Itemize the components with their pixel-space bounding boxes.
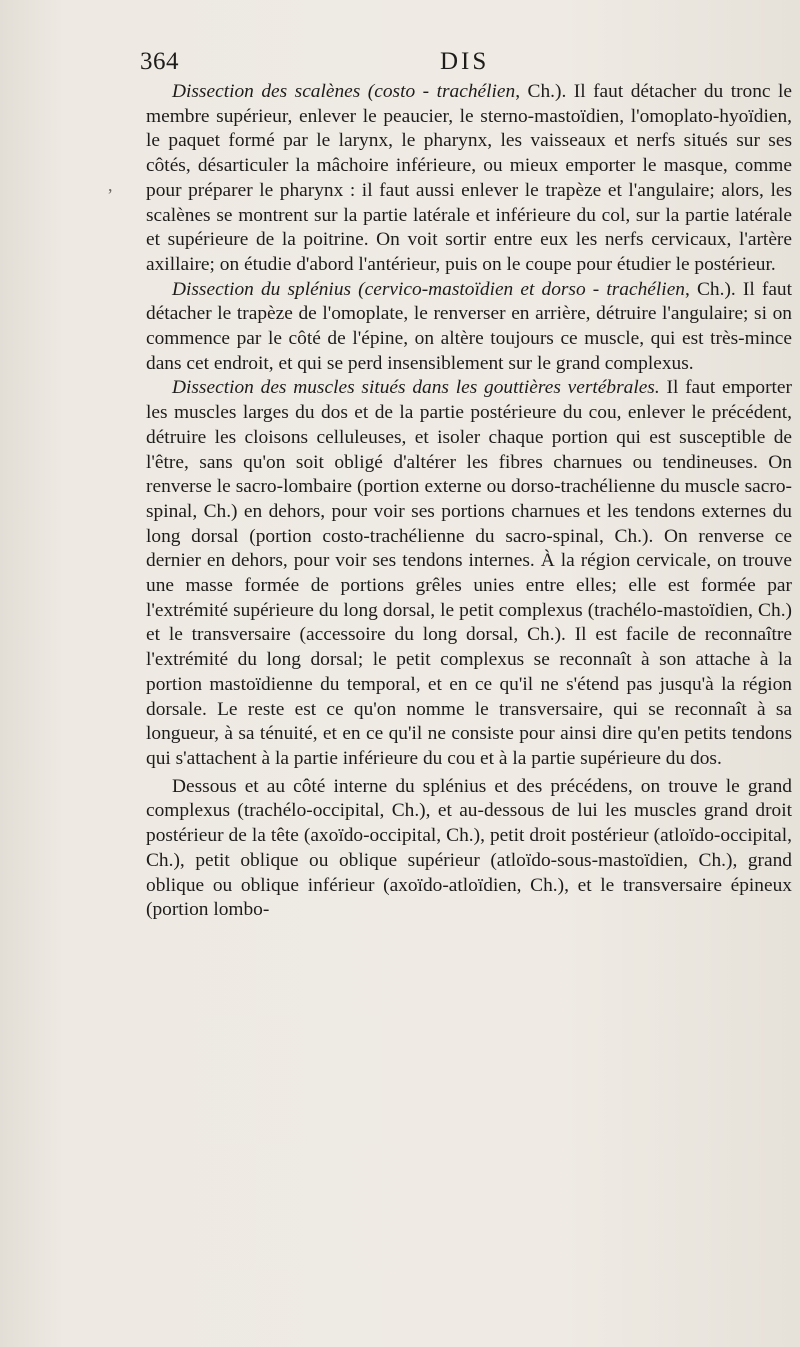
section-heading: Dissection des muscles situés dans les gouttières vertébrales. [172,377,660,399]
margin-mark: , [108,175,113,195]
section-heading: Dissection des scalènes (costo - trachélien [172,81,516,102]
paragraph-text: Dessous et au côté interne du splénius et des précédens, on trouve le grand complexus (trachélo-occipital, Ch.), et au-dessous de lui les muscles grand droit postérieur de la tête (axoïdo-occipital, Ch.), petit droit postérieur (atloïdo-occipital, Ch.), petit oblique ou oblique supérieur (atloïdo-sous-mastoïdien, Ch.), grand oblique ou oblique inférieur (axoïdo-atloïdien, Ch.), et le transversaire épineux (portion lombo- [146,775,792,921]
paragraph-text: Il faut emporter les muscles larges du dos et de la partie postérieure du cou, enlever le précédent, détruire les cloisons celluleuses, et isoler chaque portion qui est susceptible de l'être, sans qu'on soit obligé d'altérer les fibres charnues ou tendineuses. On renverse le sacro-lombaire (portion externe ou dorso-trachélienne du muscle sacro-spinal, Ch.) en dehors, pour voir ses portions charnues et les tendons externes du long dorsal (portion costo-trachélienne du sacro-spinal, Ch.). On renverse ce dernier en dehors, pour voir ses tendons internes. À la région cervicale, on trouve une masse formée de portions grêles unies entre elles; elle est formée par l'extrémité supérieure du long dorsal, le petit complexus (trachélo-mastoïdien, Ch.) et le transversaire (accessoire du long dorsal, Ch.). Il est facile de reconnaître l'extrémité du long dorsal; le petit complexus se reconnaît à son attache à la portion mastoïdienne du temporal, et en ce qu'il ne s'étend pas jusqu'à la région dorsale. Le reste est ce qu'on nomme le transversaire, qui se reconnaît à sa longueur, à sa ténuité, et en ce qu'il ne consiste pour ainsi dire qu'en petits tendons qui s'attachent à la partie inférieure du cou et à la partie supérieure du dos. [146,377,792,769]
paragraph-complexus [146,775,792,923]
heading-tail: , Ch.). [515,81,567,102]
paragraph-vertebral-gutters [146,376,792,771]
heading-tail: , Ch.). [685,278,736,300]
paragraph-splenius [146,278,792,377]
section-heading: Dissection du splénius (cervico-mastoïdien et dorso - trachélien [172,278,685,300]
running-title: DIS [440,48,490,75]
body-text [146,80,792,923]
page-header [140,48,790,84]
paragraph-text: Il faut détacher le trapèze de l'omoplate, le renverser en arrière, détruire l'angulaire; si on commence par le côté de l'épine, on altère toujours ce muscle, qui est très-mince dans cet endroit, et qui se perd insensiblement sur le grand complexus. [146,278,793,374]
page-number: 364 [140,48,179,75]
paragraph-scalenes [146,80,792,278]
paragraph-text: Il faut détacher du tronc le membre supérieur, enlever le peaucier, le sterno-mastoïdien, l'omoplato-hyoïdien, le paquet formé par le larynx, le pharynx, les vaisseaux et nerfs situés sur ses côtés, désarticuler la mâchoire inférieure, ou mieux emporter le masque, comme pour préparer le pharynx : il faut aussi enlever le trapèze et l'angulaire; alors, les scalènes se montrent sur la partie latérale et inférieure du col, sur la partie latérale et supérieure de la poitrine. On voit sortir entre eux les nerfs cervicaux, l'artère axillaire; on étudie d'abord l'antérieur, puis on le coupe pour étudier le postérieur. [146,81,792,275]
